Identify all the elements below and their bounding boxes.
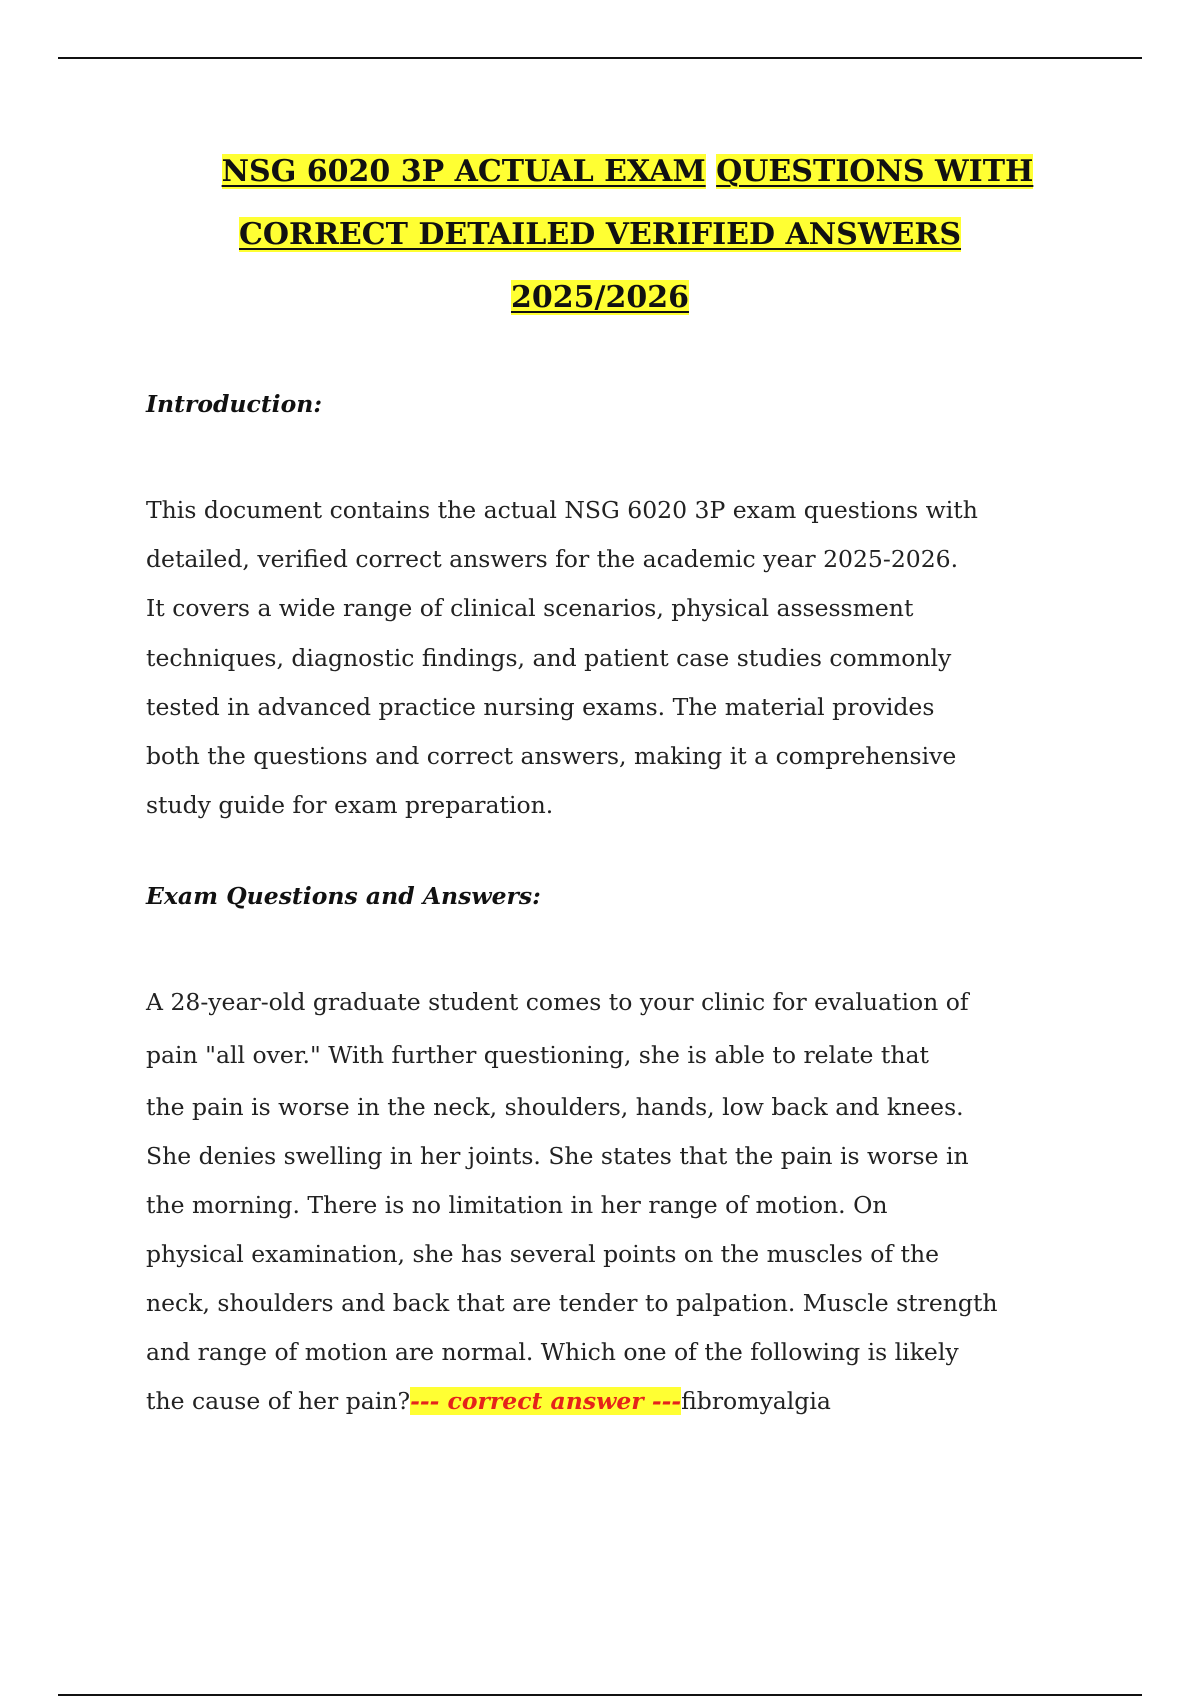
correct-answer: fibromyalgia bbox=[681, 1387, 831, 1415]
intro-line: techniques, diagnostic findings, and patient case studies commonly bbox=[146, 643, 952, 672]
title-line-1-part-b: QUESTIONS WITH bbox=[716, 154, 1034, 189]
question-line: A 28-year-old graduate student comes to your clinic for evaluation of bbox=[146, 988, 969, 1016]
intro-line: tested in advanced practice nursing exams. The material provides bbox=[146, 692, 935, 721]
question-final-line bbox=[146, 1377, 1106, 1426]
question-1 bbox=[146, 978, 1106, 1426]
title-line-1-part-a: NSG 6020 3P ACTUAL EXAM bbox=[221, 154, 706, 189]
correct-answer-marker: --- correct answer --- bbox=[410, 1387, 682, 1415]
question-line: and range of motion are normal. Which one of the following is likely bbox=[146, 1338, 959, 1366]
introduction-heading: Introduction: bbox=[146, 390, 323, 418]
question-line: neck, shoulders and back that are tender to palpation. Muscle strength bbox=[146, 1289, 998, 1317]
question-line: the pain is worse in the neck, shoulders, hands, low back and knees. bbox=[146, 1093, 964, 1121]
title-line-1 bbox=[58, 140, 1142, 203]
intro-line: This document contains the actual NSG 6020 3P exam questions with bbox=[146, 496, 978, 524]
footer-rule bbox=[58, 1694, 1142, 1696]
document-title bbox=[58, 140, 1142, 329]
intro-line: detailed, verified correct answers for the academic year 2025-2026. bbox=[146, 545, 959, 574]
question-line: pain "all over." With further questioning, she is able to relate that bbox=[146, 1041, 929, 1069]
title-line-3 bbox=[58, 266, 1142, 329]
header-rule bbox=[58, 57, 1142, 59]
title-line-3-text: 2025/2026 bbox=[511, 280, 689, 315]
question-line: the morning. There is no limitation in her range of motion. On bbox=[146, 1191, 888, 1219]
title-line-2-text: CORRECT DETAILED VERIFIED ANSWERS bbox=[239, 217, 961, 252]
title-line-2 bbox=[58, 203, 1142, 266]
question-final-text: the cause of her pain? bbox=[146, 1387, 411, 1415]
intro-line: both the questions and correct answers, making it a comprehensive bbox=[146, 742, 957, 771]
introduction-paragraph bbox=[146, 486, 1106, 830]
intro-line: It covers a wide range of clinical scenarios, physical assessment bbox=[146, 594, 914, 623]
intro-line: study guide for exam preparation. bbox=[146, 791, 554, 820]
exam-questions-heading: Exam Questions and Answers: bbox=[146, 882, 541, 910]
question-line: physical examination, she has several points on the muscles of the bbox=[146, 1240, 940, 1268]
question-line: She denies swelling in her joints. She states that the pain is worse in bbox=[146, 1142, 969, 1170]
